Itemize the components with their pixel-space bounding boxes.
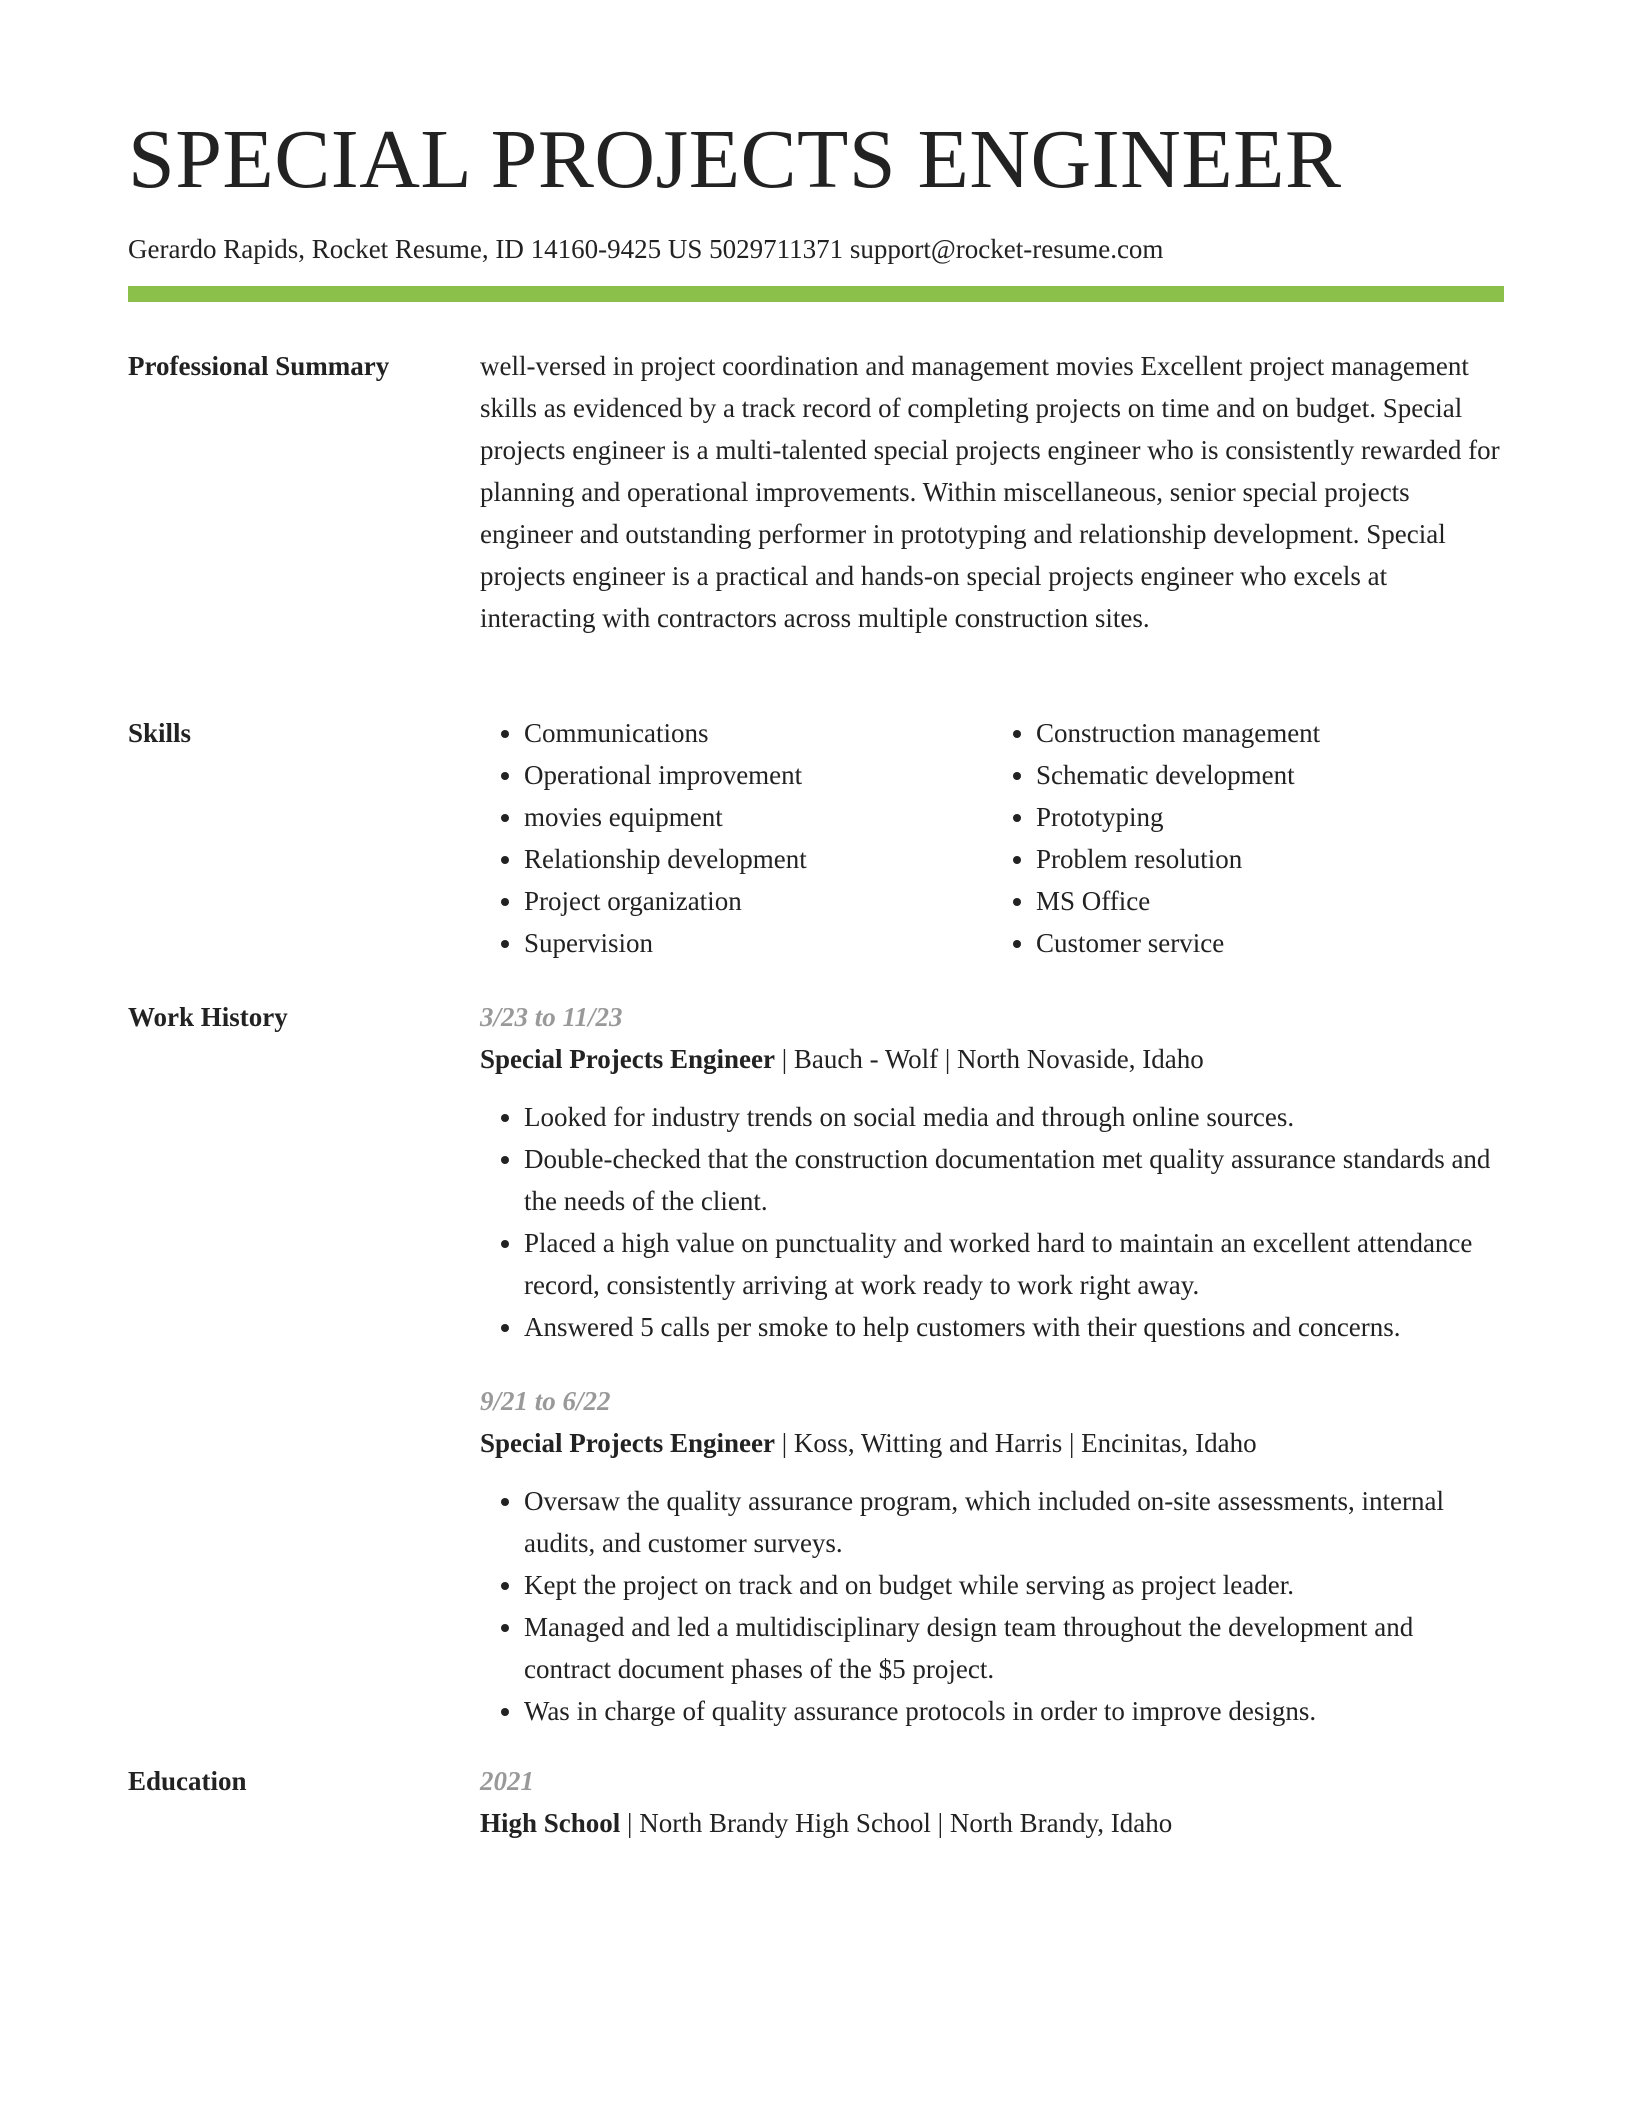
skill-item: • movies equipment <box>524 796 992 838</box>
accent-divider <box>128 286 1504 302</box>
job-bullet: • Double-checked that the construction documentation met quality assurance standards and the needs of the client. <box>524 1138 1504 1222</box>
skill-item: • MS Office <box>1036 880 1504 922</box>
skill-item: • Supervision <box>524 922 992 964</box>
skills-list-right <box>992 712 1504 964</box>
education-heading: Education <box>128 1766 247 1796</box>
skill-item: • Project organization <box>524 880 992 922</box>
job-bullets <box>480 1480 1504 1732</box>
skill-item: • Customer service <box>1036 922 1504 964</box>
skill-item: • Problem resolution <box>1036 838 1504 880</box>
job-heading <box>480 1422 1504 1464</box>
summary-text: well-versed in project coordination and management movies Excellent project management skills as evidenced by a track record of completing projects on time and on budget. Special projects engineer is a multi-talented special projects engineer who is consistently rewarded for planning and operational improvements. Within miscellaneous, senior special projects engineer and outstanding performer in prototyping and relationship development. Special projects engineer is a practical and hands-on special projects engineer who excels at interacting with contractors across multiple construction sites. <box>480 351 1500 633</box>
education-degree: High School <box>480 1808 621 1838</box>
education-details: | North Brandy High School | North Brandy, Idaho <box>620 1808 1173 1838</box>
work-history-heading: Work History <box>128 1002 288 1032</box>
job-bullet: • Answered 5 calls per smoke to help customers with their questions and concerns. <box>524 1306 1504 1348</box>
job-bullet: • Was in charge of quality assurance protocols in order to improve designs. <box>524 1690 1504 1732</box>
skills-heading: Skills <box>128 718 192 748</box>
skill-item: • Operational improvement <box>524 754 992 796</box>
skills-list-left <box>480 712 992 964</box>
job-heading <box>480 1038 1504 1080</box>
skills-columns <box>480 712 1504 964</box>
skill-item: • Communications <box>524 712 992 754</box>
job-details: | Koss, Witting and Harris | Encinitas, Idaho <box>774 1428 1257 1458</box>
job-entry <box>480 1380 1504 1732</box>
summary-content <box>480 345 1504 639</box>
job-bullets <box>480 1096 1504 1348</box>
resume-name: SPECIAL PROJECTS ENGINEER <box>128 113 1342 206</box>
job-bullet: • Oversaw the quality assurance program, which included on-site assessments, internal audits, and customer surveys. <box>524 1480 1504 1564</box>
education-heading-line <box>480 1802 1504 1844</box>
education-year: 2021 <box>480 1766 534 1796</box>
job-bullet: • Kept the project on track and on budget while serving as project leader. <box>524 1564 1504 1606</box>
skill-item: • Construction management <box>1036 712 1504 754</box>
job-title: Special Projects Engineer <box>480 1044 775 1074</box>
job-dates: 9/21 to 6/22 <box>480 1386 611 1416</box>
job-entry <box>480 996 1504 1348</box>
job-bullet: • Managed and led a multidisciplinary design team throughout the development and contract document phases of the $5 project. <box>524 1606 1504 1690</box>
skill-item: • Relationship development <box>524 838 992 880</box>
job-dates: 3/23 to 11/23 <box>480 1002 623 1032</box>
job-bullet: • Placed a high value on punctuality and worked hard to maintain an excellent attendance record, consistently arriving at work ready to work right away. <box>524 1222 1504 1306</box>
work-history-content <box>480 996 1504 1732</box>
skill-item: • Schematic development <box>1036 754 1504 796</box>
education-content <box>480 1760 1504 1844</box>
job-title: Special Projects Engineer <box>480 1428 775 1458</box>
skill-item: • Prototyping <box>1036 796 1504 838</box>
job-bullet: • Looked for industry trends on social media and through online sources. <box>524 1096 1504 1138</box>
summary-heading: Professional Summary <box>128 351 390 381</box>
contact-info: Gerardo Rapids, Rocket Resume, ID 14160-9425 US 5029711371 support@rocket-resume.com <box>128 234 1164 264</box>
job-details: | Bauch - Wolf | North Novaside, Idaho <box>774 1044 1204 1074</box>
